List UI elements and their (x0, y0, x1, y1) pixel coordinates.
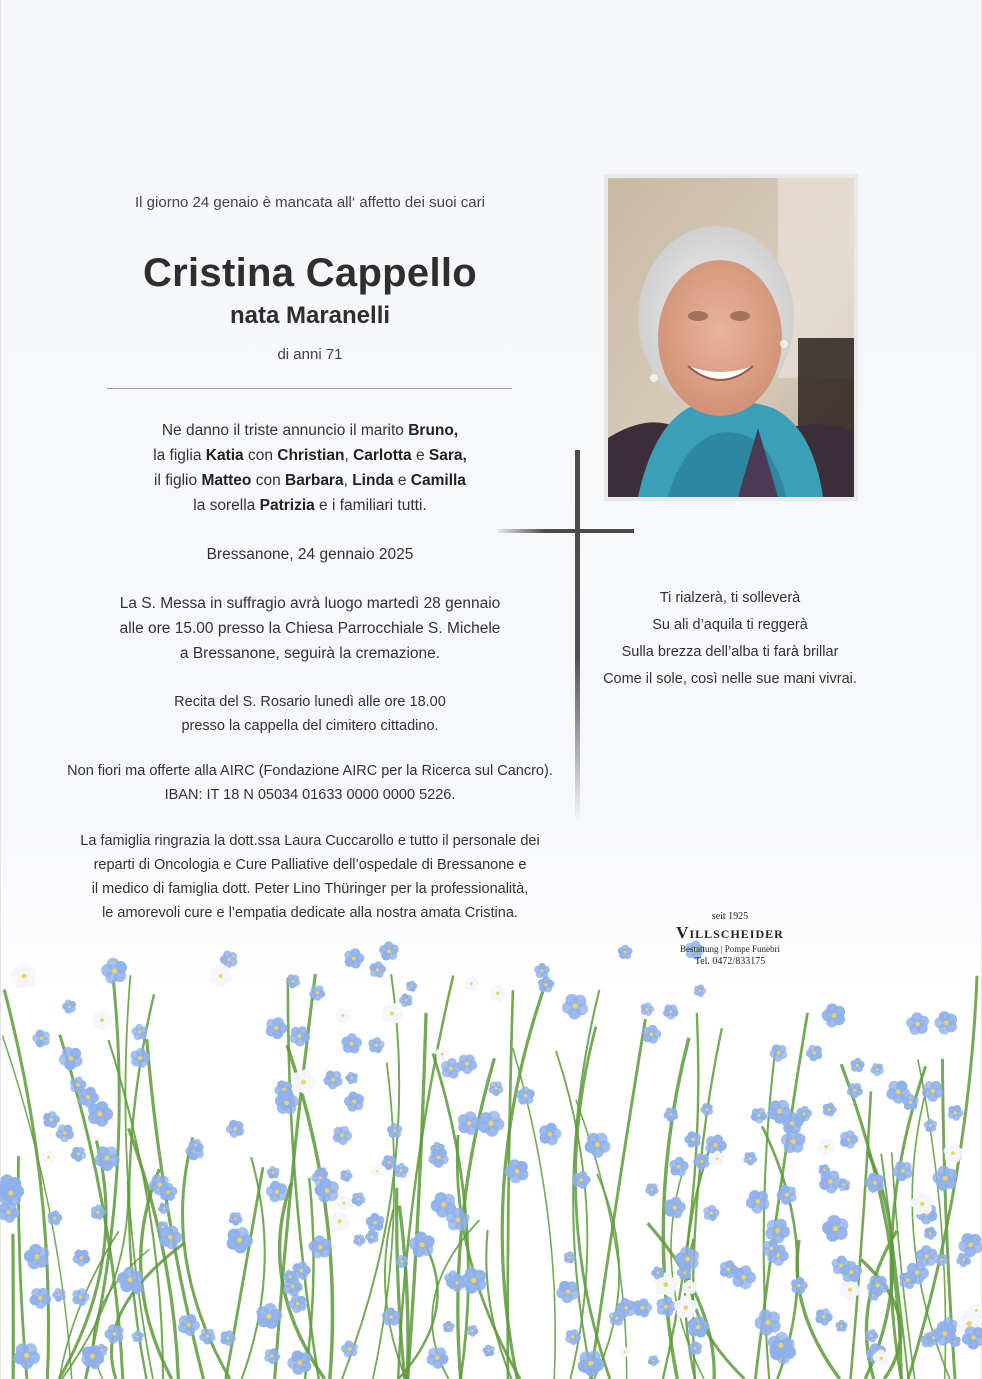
forget-me-not-flower (578, 1351, 604, 1377)
text: , (344, 447, 354, 464)
son-in-law-name: Christian (277, 447, 345, 464)
rosary-line: Recita del S. Rosario lunedì alle ore 18.00 (174, 694, 446, 710)
forget-me-not-flower (700, 1103, 713, 1116)
mass-line: a Bressanone, seguirà la cremazione. (179, 645, 441, 662)
forget-me-not-flower (333, 1126, 352, 1145)
thanks-line: le amorevoli cure e l’empatia dedicate alla nostra amata Cristina. (102, 905, 518, 921)
forget-me-not-flower (117, 1267, 143, 1293)
forget-me-not-flower (669, 1157, 688, 1176)
forget-me-not-flower (694, 985, 706, 998)
text: con (251, 472, 285, 489)
forget-me-not-flower (850, 1058, 865, 1073)
forget-me-not-flower (664, 1107, 679, 1122)
forget-me-not-flower (924, 1119, 937, 1132)
poem-line: Come il sole, così nelle sue mani vivrai. (603, 671, 857, 687)
forget-me-not-flower (823, 1103, 837, 1117)
poem-line: Sulla brezza dell’alba ti farà brillar (621, 644, 839, 660)
forget-me-not-flower (892, 1161, 912, 1181)
forget-me-not-flower (934, 1011, 957, 1034)
forget-me-not-flower (266, 1181, 287, 1203)
thanks-line: reparti di Oncologia e Cure Palliative dell’ospedale di Bressanone e (93, 857, 527, 873)
forget-me-not-flower (865, 1329, 878, 1343)
forget-me-not-flower (323, 1071, 342, 1090)
maiden-name: nata Maranelli (229, 302, 391, 329)
forget-me-not-flower (42, 1150, 56, 1164)
forget-me-not-flower (822, 1215, 849, 1242)
forget-me-not-flower (822, 1003, 846, 1027)
grandchild-name: Camilla (410, 472, 466, 489)
forget-me-not-flower (685, 1131, 701, 1148)
mass-line: La S. Messa in suffragio avrà luogo martedì 28 gennaio (119, 595, 501, 612)
iban-line: IBAN: IT 18 N 05034 01633 0000 0000 5226. (164, 787, 456, 803)
forget-me-not-flower (406, 980, 417, 991)
funeral-home-name: Villscheider (676, 923, 784, 942)
text: e i familiari tutti. (314, 497, 427, 514)
text: la sorella (193, 497, 260, 514)
poem-line: Su ali d’aquila ti reggerà (652, 617, 808, 633)
forget-me-not-flower (642, 1025, 661, 1044)
text: il figlio (154, 472, 202, 489)
donation-line: Non fiori ma offerte alla AIRC (Fondazione AIRC per la Ricerca sul Cancro). (67, 763, 553, 779)
forget-me-not-flower (585, 1133, 611, 1158)
rosary-line: presso la cappella del cimitero cittadino. (181, 718, 439, 734)
forget-me-not-flower (651, 1266, 664, 1279)
cross-vertical (575, 450, 580, 822)
forget-me-not-flower (755, 1309, 781, 1336)
cross-horizontal (498, 529, 634, 533)
forget-me-not-flower (341, 1340, 358, 1357)
forget-me-not-flower (368, 1037, 384, 1053)
forget-me-not-flower (467, 1325, 479, 1337)
forget-me-not-flower (746, 1190, 770, 1214)
forget-me-not-flower (871, 1063, 884, 1076)
forget-me-not-flower (911, 1192, 934, 1215)
forget-me-not-flower (341, 1033, 362, 1054)
forget-me-not-flower (387, 1123, 402, 1138)
forget-me-not-flower (369, 961, 386, 978)
forget-me-not-flower (489, 984, 506, 1001)
text: Ne danno il triste annuncio il marito (161, 422, 409, 439)
forget-me-not-flower (865, 1173, 884, 1193)
poem-line: Ti rialzerà, ti solleverà (659, 590, 801, 606)
forget-me-not-flower (618, 945, 633, 959)
sister-name: Patrizia (259, 497, 315, 514)
forget-me-not-flower (365, 1230, 378, 1244)
intro-text: Il giorno 24 genaio è mancata all‘ affetto dei suoi cari (135, 194, 485, 211)
forget-me-not-flower (562, 994, 588, 1020)
funeral-home-phone: Tel. 0472/833175 (694, 956, 766, 967)
forget-me-not-flower (835, 1320, 847, 1332)
forget-me-not-flower (409, 1232, 435, 1258)
forget-me-not-flower (948, 1105, 964, 1121)
forget-me-not-flower (399, 993, 412, 1007)
forget-me-not-flower (366, 1213, 385, 1232)
funeral-home-subtitle: Bestattung | Pompe Funebri (679, 944, 781, 954)
announcement (40, 418, 580, 518)
forget-me-not-flower (104, 1324, 123, 1344)
place-date (40, 542, 580, 567)
announcement-line-2 (40, 443, 580, 468)
forget-me-not-flower (351, 1192, 365, 1206)
mass-line: alle ore 15.00 presso la Chiesa Parrocchiale S. Michele (119, 620, 501, 637)
forget-me-not-flower (379, 941, 399, 960)
mass-info (40, 591, 580, 666)
forget-me-not-flower (178, 1314, 200, 1336)
forget-me-not-flower (815, 1308, 832, 1326)
forget-me-not-flower (132, 1330, 144, 1342)
forget-me-not-flower (71, 1147, 86, 1162)
forget-me-not-flower (427, 1347, 449, 1369)
forget-me-not-flower (292, 1069, 317, 1094)
text: la figlia (153, 447, 206, 464)
rosary-info (40, 690, 580, 738)
forget-me-not-flower (335, 1008, 350, 1023)
thanks-line: La famiglia ringrazia la dott.ssa Laura Cuccarollo e tutto il personale dei (80, 833, 540, 849)
forget-me-not-flower (663, 1004, 679, 1019)
forget-me-not-flower (266, 1017, 288, 1039)
forget-me-not-flower (743, 1152, 757, 1166)
portrait-photo-frame (604, 174, 858, 501)
forget-me-not-flower (13, 1343, 40, 1369)
forget-me-not-flower (478, 1111, 504, 1137)
forget-me-not-flower (796, 1106, 812, 1122)
forget-me-not-flower (489, 1081, 504, 1096)
forget-me-not-flower (538, 976, 554, 992)
forget-me-not-flower (464, 976, 479, 991)
forget-me-not-flower (534, 963, 550, 978)
forget-me-not-flower (220, 951, 238, 969)
grandchild-name: Sara, (428, 447, 467, 464)
forget-me-not-flower (648, 1355, 659, 1366)
forget-me-not-flower (311, 1169, 328, 1186)
forget-me-not-flower (969, 1303, 982, 1318)
forget-me-not-flower (329, 1212, 349, 1232)
forget-me-not-flower (101, 958, 127, 984)
forget-me-not-flower (703, 1205, 719, 1221)
forget-me-not-flower (641, 1002, 655, 1016)
husband-name: Bruno, (408, 422, 459, 439)
son-name: Matteo (201, 472, 252, 489)
forget-me-not-flower (353, 1234, 365, 1246)
forget-me-not-flower (556, 1281, 579, 1304)
forget-me-not-flower (52, 1288, 66, 1302)
forget-me-not-flower (73, 1250, 91, 1267)
forget-me-not-flower (806, 1045, 823, 1062)
forget-me-not-flower (460, 1267, 486, 1294)
forget-me-not-flower (817, 1138, 836, 1156)
forget-me-not-flower (765, 1219, 790, 1244)
funeral-home-logo (652, 911, 808, 969)
donation-info (40, 759, 580, 807)
deceased-name: Cristina Cappello (142, 251, 478, 295)
forget-me-not-flower (539, 1123, 561, 1146)
forget-me-not-flower (840, 1130, 858, 1149)
place-date-text: Bressanone, 24 gennaio 2025 (206, 546, 414, 563)
forget-me-not-flower (43, 1111, 60, 1128)
forget-me-not-flower (664, 1197, 685, 1219)
grandchild-name: Linda (352, 472, 394, 489)
text: e (411, 447, 429, 464)
announcement-line-3 (40, 468, 580, 493)
flower-stem (508, 990, 513, 1379)
forget-me-not-flower (751, 1108, 767, 1124)
forget-me-not-flower (924, 1227, 937, 1240)
text: , (343, 472, 353, 489)
forget-me-not-flower (292, 1261, 311, 1280)
forget-me-not-flower (619, 1346, 630, 1357)
forget-me-not-flower (62, 999, 76, 1013)
flower-stem (408, 1013, 426, 1379)
divider-line (107, 388, 512, 389)
forget-me-not-flower (267, 1166, 280, 1179)
forget-me-not-flower (344, 948, 364, 968)
forget-me-not-flower (428, 1148, 448, 1168)
forget-me-not-flower (11, 963, 37, 989)
forget-me-not-flower (209, 966, 232, 988)
announcement-line-4 (40, 493, 580, 518)
forget-me-not-flower (906, 1012, 929, 1035)
forget-me-not-flower (340, 1169, 352, 1182)
forget-me-not-flower (573, 1171, 591, 1189)
forget-me-not-flower (56, 1124, 74, 1142)
poem (590, 585, 870, 693)
forget-me-not-flower (791, 1277, 808, 1294)
forget-me-not-flower (226, 1120, 244, 1138)
forget-me-not-flower (344, 1092, 364, 1112)
age-text: di anni 71 (277, 346, 343, 363)
forget-me-not-flower (770, 1044, 788, 1062)
thanks-line: il medico di famiglia dott. Peter Lino Thüringer per la professionalità, (91, 881, 529, 897)
announcement-line-1 (40, 418, 580, 443)
daughter-in-law-name: Barbara (285, 472, 344, 489)
forget-me-not-flower (443, 1321, 455, 1333)
forget-me-not-flower (677, 1265, 692, 1280)
portrait-photo (608, 178, 854, 497)
forget-me-not-flower (131, 1024, 147, 1040)
forget-me-not-flower (847, 1083, 863, 1099)
forget-me-not-flower (287, 1350, 311, 1375)
grandchild-name: Carlotta (353, 447, 412, 464)
forget-me-not-flower (59, 1047, 83, 1071)
flower-stem (226, 1167, 263, 1379)
forget-me-not-flowers (0, 905, 982, 1379)
forget-me-not-flower (382, 1003, 403, 1025)
forget-me-not-flower (93, 1010, 113, 1031)
forget-me-not-flower (371, 1166, 382, 1177)
forget-me-not-flower (483, 1345, 495, 1357)
daughter-name: Katia (205, 447, 244, 464)
forget-me-not-flower (345, 1072, 358, 1085)
forget-me-not-flower (32, 1030, 50, 1048)
forget-me-not-flower (633, 1298, 652, 1317)
forget-me-not-flower (916, 1245, 938, 1267)
forget-me-not-flower (656, 1296, 676, 1316)
forget-me-not-flower (336, 1196, 351, 1211)
text: con (243, 447, 278, 464)
founded-text: seit 1925 (711, 911, 749, 922)
forget-me-not-flower (229, 1212, 243, 1226)
forget-me-not-flower (199, 1329, 215, 1345)
forget-me-not-flower (441, 1058, 462, 1079)
forget-me-not-flower (516, 1086, 535, 1105)
text: e (393, 472, 411, 489)
forget-me-not-flower (645, 1183, 658, 1196)
